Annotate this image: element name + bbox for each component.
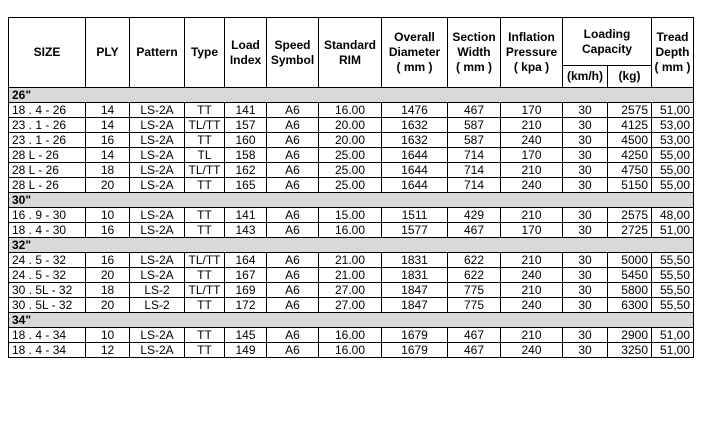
header-loading-capacity <box>563 18 652 66</box>
table-row <box>9 163 694 178</box>
table-row <box>9 253 694 268</box>
cell-load-index: 157 <box>225 118 267 133</box>
cell-loading-weight: 3250 <box>608 343 652 358</box>
cell-standard-rim: 16.00 <box>319 223 382 238</box>
cell-speed-symbol: A6 <box>267 178 319 193</box>
table-row <box>9 103 694 118</box>
header-standard-rim-line-2: RIM <box>339 52 361 67</box>
cell-type: TT <box>185 298 225 313</box>
cell-load-index: 169 <box>225 283 267 298</box>
cell-overall-diameter: 1632 <box>382 118 448 133</box>
header-size: SIZE <box>9 18 86 88</box>
cell-load-index: 141 <box>225 103 267 118</box>
cell-inflation-pressure: 210 <box>501 208 563 223</box>
cell-pattern: LS-2A <box>130 118 185 133</box>
cell-speed-symbol: A6 <box>267 268 319 283</box>
cell-speed-symbol: A6 <box>267 208 319 223</box>
cell-pattern: LS-2A <box>130 148 185 163</box>
cell-loading-speed: 30 <box>563 103 608 118</box>
cell-tread-depth: 48,00 <box>652 208 694 223</box>
cell-ply: 16 <box>86 223 130 238</box>
cell-type: TL/TT <box>185 283 225 298</box>
cell-size: 30 . 5L - 32 <box>9 283 86 298</box>
cell-overall-diameter: 1511 <box>382 208 448 223</box>
cell-tread-depth: 55,50 <box>652 283 694 298</box>
cell-speed-symbol: A6 <box>267 283 319 298</box>
header-speed-symbol-line-1: Speed <box>274 37 311 52</box>
cell-load-index: 167 <box>225 268 267 283</box>
cell-overall-diameter: 1679 <box>382 328 448 343</box>
header-loading-capacity-line-1: Loading <box>583 26 631 41</box>
header-overall-diameter <box>382 18 448 88</box>
cell-inflation-pressure: 240 <box>501 268 563 283</box>
cell-loading-speed: 30 <box>563 223 608 238</box>
cell-load-index: 160 <box>225 133 267 148</box>
cell-tread-depth: 55,50 <box>652 253 694 268</box>
cell-loading-weight: 2725 <box>608 223 652 238</box>
header-tread-depth-unit: ( mm ) <box>654 60 691 74</box>
cell-tread-depth: 55,00 <box>652 178 694 193</box>
header-inflation-pressure <box>501 18 563 88</box>
cell-loading-weight: 4750 <box>608 163 652 178</box>
header-tread-depth-line-2: Depth <box>655 45 690 59</box>
cell-overall-diameter: 1847 <box>382 298 448 313</box>
cell-standard-rim: 27.00 <box>319 283 382 298</box>
header-section-width <box>448 18 501 88</box>
table-row <box>9 328 694 343</box>
cell-tread-depth: 51,00 <box>652 328 694 343</box>
cell-load-index: 158 <box>225 148 267 163</box>
cell-ply: 14 <box>86 103 130 118</box>
cell-load-index: 165 <box>225 178 267 193</box>
cell-pattern: LS-2A <box>130 223 185 238</box>
cell-pattern: LS-2A <box>130 328 185 343</box>
cell-standard-rim: 16.00 <box>319 343 382 358</box>
cell-type: TT <box>185 268 225 283</box>
cell-tread-depth: 53,00 <box>652 133 694 148</box>
cell-type: TT <box>185 343 225 358</box>
header-tread-depth <box>652 18 694 88</box>
cell-standard-rim: 15.00 <box>319 208 382 223</box>
table-row <box>9 283 694 298</box>
header-load-index <box>225 18 267 88</box>
cell-tread-depth: 51,00 <box>652 223 694 238</box>
cell-inflation-pressure: 240 <box>501 178 563 193</box>
cell-type: TT <box>185 103 225 118</box>
header-loading-capacity-line-2: Capacity <box>581 41 633 56</box>
cell-load-index: 172 <box>225 298 267 313</box>
header-speed-symbol-line-2: Symbol <box>270 52 315 67</box>
cell-load-index: 145 <box>225 328 267 343</box>
table-row <box>9 178 694 193</box>
header-ply: PLY <box>86 18 130 88</box>
cell-loading-weight: 5150 <box>608 178 652 193</box>
cell-overall-diameter: 1632 <box>382 133 448 148</box>
cell-tread-depth: 51,00 <box>652 103 694 118</box>
table-row <box>9 343 694 358</box>
cell-size: 16 . 9 - 30 <box>9 208 86 223</box>
cell-standard-rim: 25.00 <box>319 178 382 193</box>
cell-pattern: LS-2A <box>130 103 185 118</box>
cell-overall-diameter: 1644 <box>382 178 448 193</box>
cell-tread-depth: 55,50 <box>652 298 694 313</box>
cell-ply: 10 <box>86 328 130 343</box>
cell-size: 23 . 1 - 26 <box>9 118 86 133</box>
table-row <box>9 298 694 313</box>
cell-loading-weight: 4250 <box>608 148 652 163</box>
cell-overall-diameter: 1831 <box>382 253 448 268</box>
table-row <box>9 223 694 238</box>
cell-pattern: LS-2 <box>130 283 185 298</box>
cell-inflation-pressure: 240 <box>501 298 563 313</box>
header-loading-speed-unit: (km/h) <box>563 66 608 88</box>
cell-ply: 18 <box>86 163 130 178</box>
cell-standard-rim: 20.00 <box>319 133 382 148</box>
header-section-width-line-1: Section <box>452 30 496 44</box>
cell-type: TL <box>185 148 225 163</box>
cell-size: 18 . 4 - 26 <box>9 103 86 118</box>
cell-ply: 10 <box>86 208 130 223</box>
cell-loading-speed: 30 <box>563 298 608 313</box>
cell-loading-speed: 30 <box>563 253 608 268</box>
cell-pattern: LS-2A <box>130 178 185 193</box>
cell-loading-speed: 30 <box>563 163 608 178</box>
cell-type: TT <box>185 328 225 343</box>
cell-load-index: 141 <box>225 208 267 223</box>
cell-section-width: 714 <box>448 163 501 178</box>
cell-standard-rim: 25.00 <box>319 148 382 163</box>
cell-loading-weight: 6300 <box>608 298 652 313</box>
tire-spec-table-container <box>8 17 694 358</box>
cell-standard-rim: 21.00 <box>319 268 382 283</box>
header-overall-diameter-line-2: Diameter <box>388 45 441 59</box>
cell-ply: 20 <box>86 268 130 283</box>
cell-speed-symbol: A6 <box>267 133 319 148</box>
cell-section-width: 622 <box>448 253 501 268</box>
cell-load-index: 164 <box>225 253 267 268</box>
cell-pattern: LS-2 <box>130 298 185 313</box>
cell-section-width: 714 <box>448 178 501 193</box>
cell-ply: 18 <box>86 283 130 298</box>
section-header-row <box>9 313 694 328</box>
cell-section-width: 429 <box>448 208 501 223</box>
cell-inflation-pressure: 170 <box>501 148 563 163</box>
cell-section-width: 775 <box>448 283 501 298</box>
tire-spec-table <box>8 17 694 358</box>
cell-tread-depth: 55,00 <box>652 148 694 163</box>
table-row <box>9 148 694 163</box>
section-label: 26" <box>9 88 694 103</box>
cell-section-width: 467 <box>448 328 501 343</box>
cell-standard-rim: 16.00 <box>319 103 382 118</box>
header-type: Type <box>185 18 225 88</box>
cell-section-width: 467 <box>448 103 501 118</box>
cell-type: TL/TT <box>185 253 225 268</box>
cell-section-width: 467 <box>448 223 501 238</box>
cell-ply: 20 <box>86 298 130 313</box>
cell-section-width: 775 <box>448 298 501 313</box>
cell-inflation-pressure: 210 <box>501 253 563 268</box>
cell-speed-symbol: A6 <box>267 103 319 118</box>
cell-inflation-pressure: 210 <box>501 328 563 343</box>
cell-load-index: 143 <box>225 223 267 238</box>
cell-loading-speed: 30 <box>563 283 608 298</box>
cell-overall-diameter: 1644 <box>382 163 448 178</box>
cell-standard-rim: 21.00 <box>319 253 382 268</box>
section-header-row <box>9 238 694 253</box>
cell-speed-symbol: A6 <box>267 223 319 238</box>
cell-speed-symbol: A6 <box>267 163 319 178</box>
table-row <box>9 208 694 223</box>
cell-type: TL/TT <box>185 118 225 133</box>
cell-load-index: 162 <box>225 163 267 178</box>
cell-type: TT <box>185 208 225 223</box>
section-header-row <box>9 88 694 103</box>
header-loading-weight-unit: (kg) <box>608 66 652 88</box>
cell-speed-symbol: A6 <box>267 343 319 358</box>
cell-loading-speed: 30 <box>563 328 608 343</box>
cell-ply: 20 <box>86 178 130 193</box>
cell-loading-weight: 2575 <box>608 208 652 223</box>
cell-loading-weight: 2900 <box>608 328 652 343</box>
cell-pattern: LS-2A <box>130 133 185 148</box>
section-label: 32" <box>9 238 694 253</box>
cell-standard-rim: 27.00 <box>319 298 382 313</box>
header-speed-symbol <box>267 18 319 88</box>
cell-overall-diameter: 1679 <box>382 343 448 358</box>
cell-loading-speed: 30 <box>563 268 608 283</box>
cell-size: 18 . 4 - 34 <box>9 328 86 343</box>
header-inflation-pressure-unit: ( kpa ) <box>513 60 550 74</box>
cell-size: 18 . 4 - 30 <box>9 223 86 238</box>
cell-type: TT <box>185 223 225 238</box>
cell-inflation-pressure: 210 <box>501 283 563 298</box>
cell-pattern: LS-2A <box>130 208 185 223</box>
cell-loading-weight: 5800 <box>608 283 652 298</box>
cell-size: 23 . 1 - 26 <box>9 133 86 148</box>
cell-section-width: 622 <box>448 268 501 283</box>
cell-standard-rim: 20.00 <box>319 118 382 133</box>
cell-ply: 14 <box>86 118 130 133</box>
cell-pattern: LS-2A <box>130 343 185 358</box>
cell-ply: 16 <box>86 253 130 268</box>
cell-inflation-pressure: 240 <box>501 343 563 358</box>
cell-pattern: LS-2A <box>130 163 185 178</box>
cell-section-width: 467 <box>448 343 501 358</box>
cell-overall-diameter: 1476 <box>382 103 448 118</box>
header-standard-rim <box>319 18 382 88</box>
cell-load-index: 149 <box>225 343 267 358</box>
cell-tread-depth: 53,00 <box>652 118 694 133</box>
cell-speed-symbol: A6 <box>267 118 319 133</box>
cell-section-width: 587 <box>448 118 501 133</box>
cell-loading-speed: 30 <box>563 343 608 358</box>
cell-loading-speed: 30 <box>563 118 608 133</box>
header-section-width-line-2: Width <box>457 45 491 59</box>
cell-loading-weight: 5000 <box>608 253 652 268</box>
section-header-row <box>9 193 694 208</box>
cell-loading-speed: 30 <box>563 208 608 223</box>
header-overall-diameter-unit: ( mm ) <box>396 60 433 74</box>
cell-tread-depth: 51,00 <box>652 343 694 358</box>
header-section-width-unit: ( mm ) <box>456 60 492 74</box>
cell-speed-symbol: A6 <box>267 253 319 268</box>
cell-pattern: LS-2A <box>130 268 185 283</box>
cell-tread-depth: 55,50 <box>652 268 694 283</box>
cell-section-width: 714 <box>448 148 501 163</box>
table-row <box>9 118 694 133</box>
cell-size: 30 . 5L - 32 <box>9 298 86 313</box>
header-load-index-line-2: Index <box>229 52 262 67</box>
cell-size: 28 L - 26 <box>9 163 86 178</box>
cell-standard-rim: 16.00 <box>319 328 382 343</box>
cell-overall-diameter: 1644 <box>382 148 448 163</box>
cell-speed-symbol: A6 <box>267 328 319 343</box>
cell-ply: 14 <box>86 148 130 163</box>
cell-loading-speed: 30 <box>563 148 608 163</box>
cell-standard-rim: 25.00 <box>319 163 382 178</box>
table-row <box>9 133 694 148</box>
header-pattern: Pattern <box>130 18 185 88</box>
cell-overall-diameter: 1847 <box>382 283 448 298</box>
table-body <box>9 88 694 358</box>
cell-inflation-pressure: 210 <box>501 118 563 133</box>
section-label: 30" <box>9 193 694 208</box>
cell-overall-diameter: 1831 <box>382 268 448 283</box>
cell-inflation-pressure: 170 <box>501 103 563 118</box>
cell-size: 24 . 5 - 32 <box>9 268 86 283</box>
cell-tread-depth: 55,00 <box>652 163 694 178</box>
header-standard-rim-line-1: Standard <box>323 37 376 52</box>
cell-overall-diameter: 1577 <box>382 223 448 238</box>
header-overall-diameter-line-1: Overall <box>394 30 435 44</box>
cell-size: 28 L - 26 <box>9 148 86 163</box>
header-inflation-pressure-line-2: Pressure <box>505 45 558 59</box>
cell-type: TT <box>185 178 225 193</box>
cell-size: 18 . 4 - 34 <box>9 343 86 358</box>
cell-speed-symbol: A6 <box>267 148 319 163</box>
header-load-index-line-1: Load <box>231 37 260 52</box>
cell-inflation-pressure: 210 <box>501 163 563 178</box>
cell-pattern: LS-2A <box>130 253 185 268</box>
cell-loading-weight: 2575 <box>608 103 652 118</box>
cell-size: 28 L - 26 <box>9 178 86 193</box>
cell-loading-weight: 4125 <box>608 118 652 133</box>
cell-inflation-pressure: 240 <box>501 133 563 148</box>
table-row <box>9 268 694 283</box>
cell-type: TT <box>185 133 225 148</box>
header-tread-depth-line-1: Tread <box>656 30 689 44</box>
cell-speed-symbol: A6 <box>267 298 319 313</box>
cell-ply: 16 <box>86 133 130 148</box>
header-inflation-pressure-line-1: Inflation <box>508 30 555 44</box>
section-label: 34" <box>9 313 694 328</box>
cell-section-width: 587 <box>448 133 501 148</box>
cell-type: TL/TT <box>185 163 225 178</box>
cell-size: 24 . 5 - 32 <box>9 253 86 268</box>
cell-inflation-pressure: 170 <box>501 223 563 238</box>
cell-loading-weight: 5450 <box>608 268 652 283</box>
cell-ply: 12 <box>86 343 130 358</box>
cell-loading-speed: 30 <box>563 133 608 148</box>
cell-loading-speed: 30 <box>563 178 608 193</box>
cell-loading-weight: 4500 <box>608 133 652 148</box>
